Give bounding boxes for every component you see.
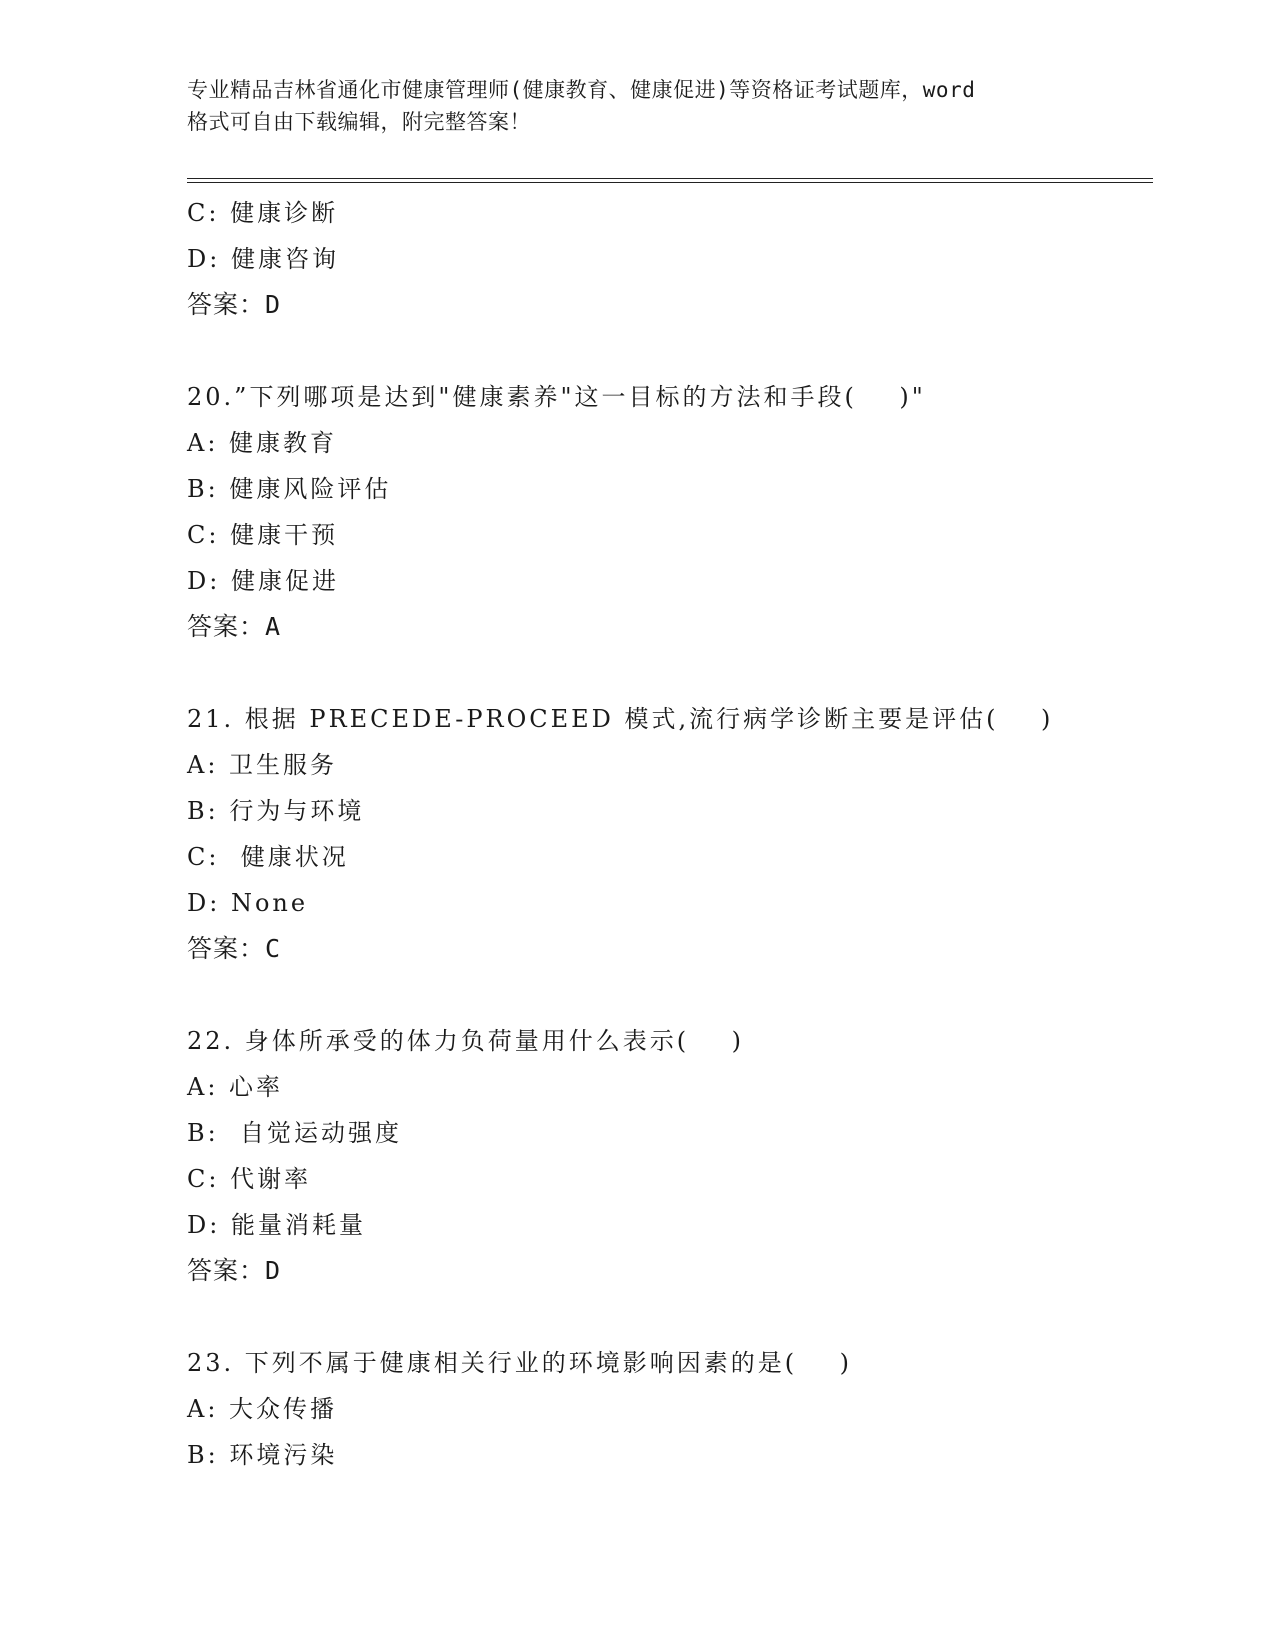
question-21 (187, 696, 1153, 972)
option-a: A: 心率 (187, 1073, 284, 1101)
option-c: C: 健康诊断 (187, 199, 339, 227)
question-19-continued (187, 190, 1153, 328)
header-line-2: 格式可自由下载编辑，附完整答案！ (187, 110, 531, 134)
option-b: B: 行为与环境 (187, 797, 365, 825)
answer: 答案：C (187, 934, 282, 963)
option-c: C: 代谢率 (187, 1165, 312, 1193)
option-b: B: 健康风险评估 (187, 475, 392, 503)
option-d: D: 健康咨询 (187, 245, 339, 273)
option-b: B: 自觉运动强度 (187, 1119, 402, 1147)
spacer (187, 1294, 1153, 1340)
answer: 答案：D (187, 1256, 282, 1285)
option-b: B: 环境污染 (187, 1441, 338, 1469)
header-divider (187, 178, 1153, 183)
option-a: A: 卫生服务 (187, 751, 338, 779)
question-stem: 20.”下列哪项是达到"健康素养"这一目标的方法和手段( )" (187, 383, 926, 411)
answer: 答案：A (187, 612, 282, 641)
answer: 答案：D (187, 290, 282, 319)
option-c: C: 健康状况 (187, 843, 349, 871)
option-d: D: None (187, 889, 309, 917)
spacer (187, 328, 1153, 374)
question-stem: 22. 身体所承受的体力负荷量用什么表示( ) (187, 1027, 745, 1055)
document-header (187, 74, 1087, 138)
question-23 (187, 1340, 1153, 1478)
question-stem: 23. 下列不属于健康相关行业的环境影响因素的是( ) (187, 1349, 853, 1377)
question-stem: 21. 根据 PRECEDE-PROCEED 模式,流行病学诊断主要是评估( ) (187, 705, 1054, 733)
spacer (187, 650, 1153, 696)
question-20 (187, 374, 1153, 650)
header-line-1: 专业精品吉林省通化市健康管理师(健康教育、健康促进)等资格证考试题库，word (187, 78, 976, 102)
option-d: D: 能量消耗量 (187, 1211, 366, 1239)
question-list (187, 190, 1153, 1478)
spacer (187, 972, 1153, 1018)
option-c: C: 健康干预 (187, 521, 339, 549)
question-22 (187, 1018, 1153, 1294)
option-a: A: 大众传播 (187, 1395, 338, 1423)
option-a: A: 健康教育 (187, 429, 338, 457)
option-d: D: 健康促进 (187, 567, 339, 595)
